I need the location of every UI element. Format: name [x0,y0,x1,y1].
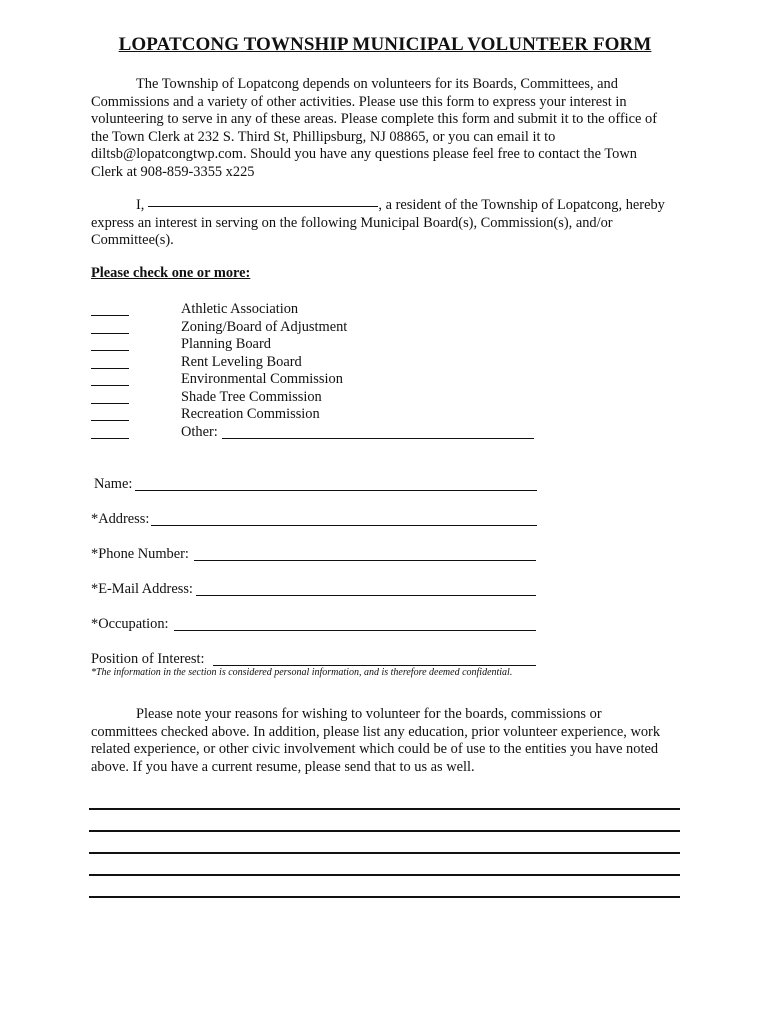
name-label: Name: [94,476,133,492]
resident-line: I, , a resident of the Township of Lopatcong, hereby [136,197,665,213]
reasons-paragraph [91,706,691,776]
form-title: LOPATCONG TOWNSHIP MUNICIPAL VOLUNTEER FORM [118,34,652,55]
name-field[interactable] [135,490,537,491]
check-blank[interactable] [91,368,129,369]
checklist-item: Planning Board [91,336,551,354]
checklist-item: Environmental Commission [91,371,551,389]
checklist-heading: Please check one or more: [91,265,251,281]
email-label: *E-Mail Address: [91,581,193,597]
check-blank[interactable] [91,315,129,316]
checklist-item: Recreation Commission [91,406,551,424]
email-field[interactable] [196,595,536,596]
check-blank[interactable] [91,403,129,404]
check-blank[interactable] [91,438,129,439]
answer-line[interactable] [89,896,680,898]
resident-line: Committee(s). [91,232,174,248]
check-blank[interactable] [91,420,129,421]
intro-paragraph [91,76,691,181]
answer-line[interactable] [89,874,680,876]
intro-line: The Township of Lopatcong depends on volunteers for its Boards, Committees, and [136,76,618,92]
other-input-line[interactable] [222,438,534,439]
intro-line: Commissions and a variety of other activities. Please use this form to express your interest in [91,93,627,110]
checklist-item: Zoning/Board of Adjustment [91,319,551,337]
checklist-item: Rent Leveling Board [91,354,551,372]
answer-line[interactable] [89,852,680,854]
address-field[interactable] [151,525,537,526]
check-blank[interactable] [91,385,129,386]
check-blank[interactable] [91,333,129,334]
reasons-line: Please note your reasons for wishing to volunteer for the boards, commissions or [136,706,602,722]
occupation-field[interactable] [174,630,536,631]
intro-line: diltsb@lopatcongtwp.com. Should you have any questions please feel free to contact the Town [91,146,637,162]
resident-statement [91,197,691,250]
phone-label: *Phone Number: [91,546,189,562]
checklist-item: Athletic Association [91,301,551,319]
intro-line: Clerk at 908-859-3355 x225 [91,163,255,180]
answer-line[interactable] [89,808,680,810]
reasons-line: above. If you have a current resume, please send that to us as well. [91,758,475,775]
intro-line: volunteering to serve in any of these areas. Please complete this form and submit it to the office of [91,111,658,127]
position-label: Position of Interest: [91,651,205,667]
check-blank[interactable] [91,350,129,351]
phone-field[interactable] [194,560,536,561]
address-label: *Address: [91,511,150,527]
resident-name-blank[interactable] [148,205,378,207]
occupation-label: *Occupation: [91,616,169,632]
position-field[interactable] [213,665,536,666]
reasons-line: committees checked above. In addition, please list any education, prior volunteer experience, work [91,723,661,740]
intro-line: the Town Clerk at 232 S. Third St, Phillipsburg, NJ 08865, or you can email it to [91,128,556,145]
checklist-item: Shade Tree Commission [91,389,551,407]
resident-line: express an interest in serving on the following Municipal Board(s), Commission(s), and/or [91,214,613,231]
reasons-line: related experience, or other civic involvement which could be of use to the entities you have noted [91,741,659,757]
checklist-item: Other: [91,424,551,442]
confidential-note: *The information in the section is considered personal information, and is therefore deemed confidential. [91,667,513,678]
answer-line[interactable] [89,830,680,832]
